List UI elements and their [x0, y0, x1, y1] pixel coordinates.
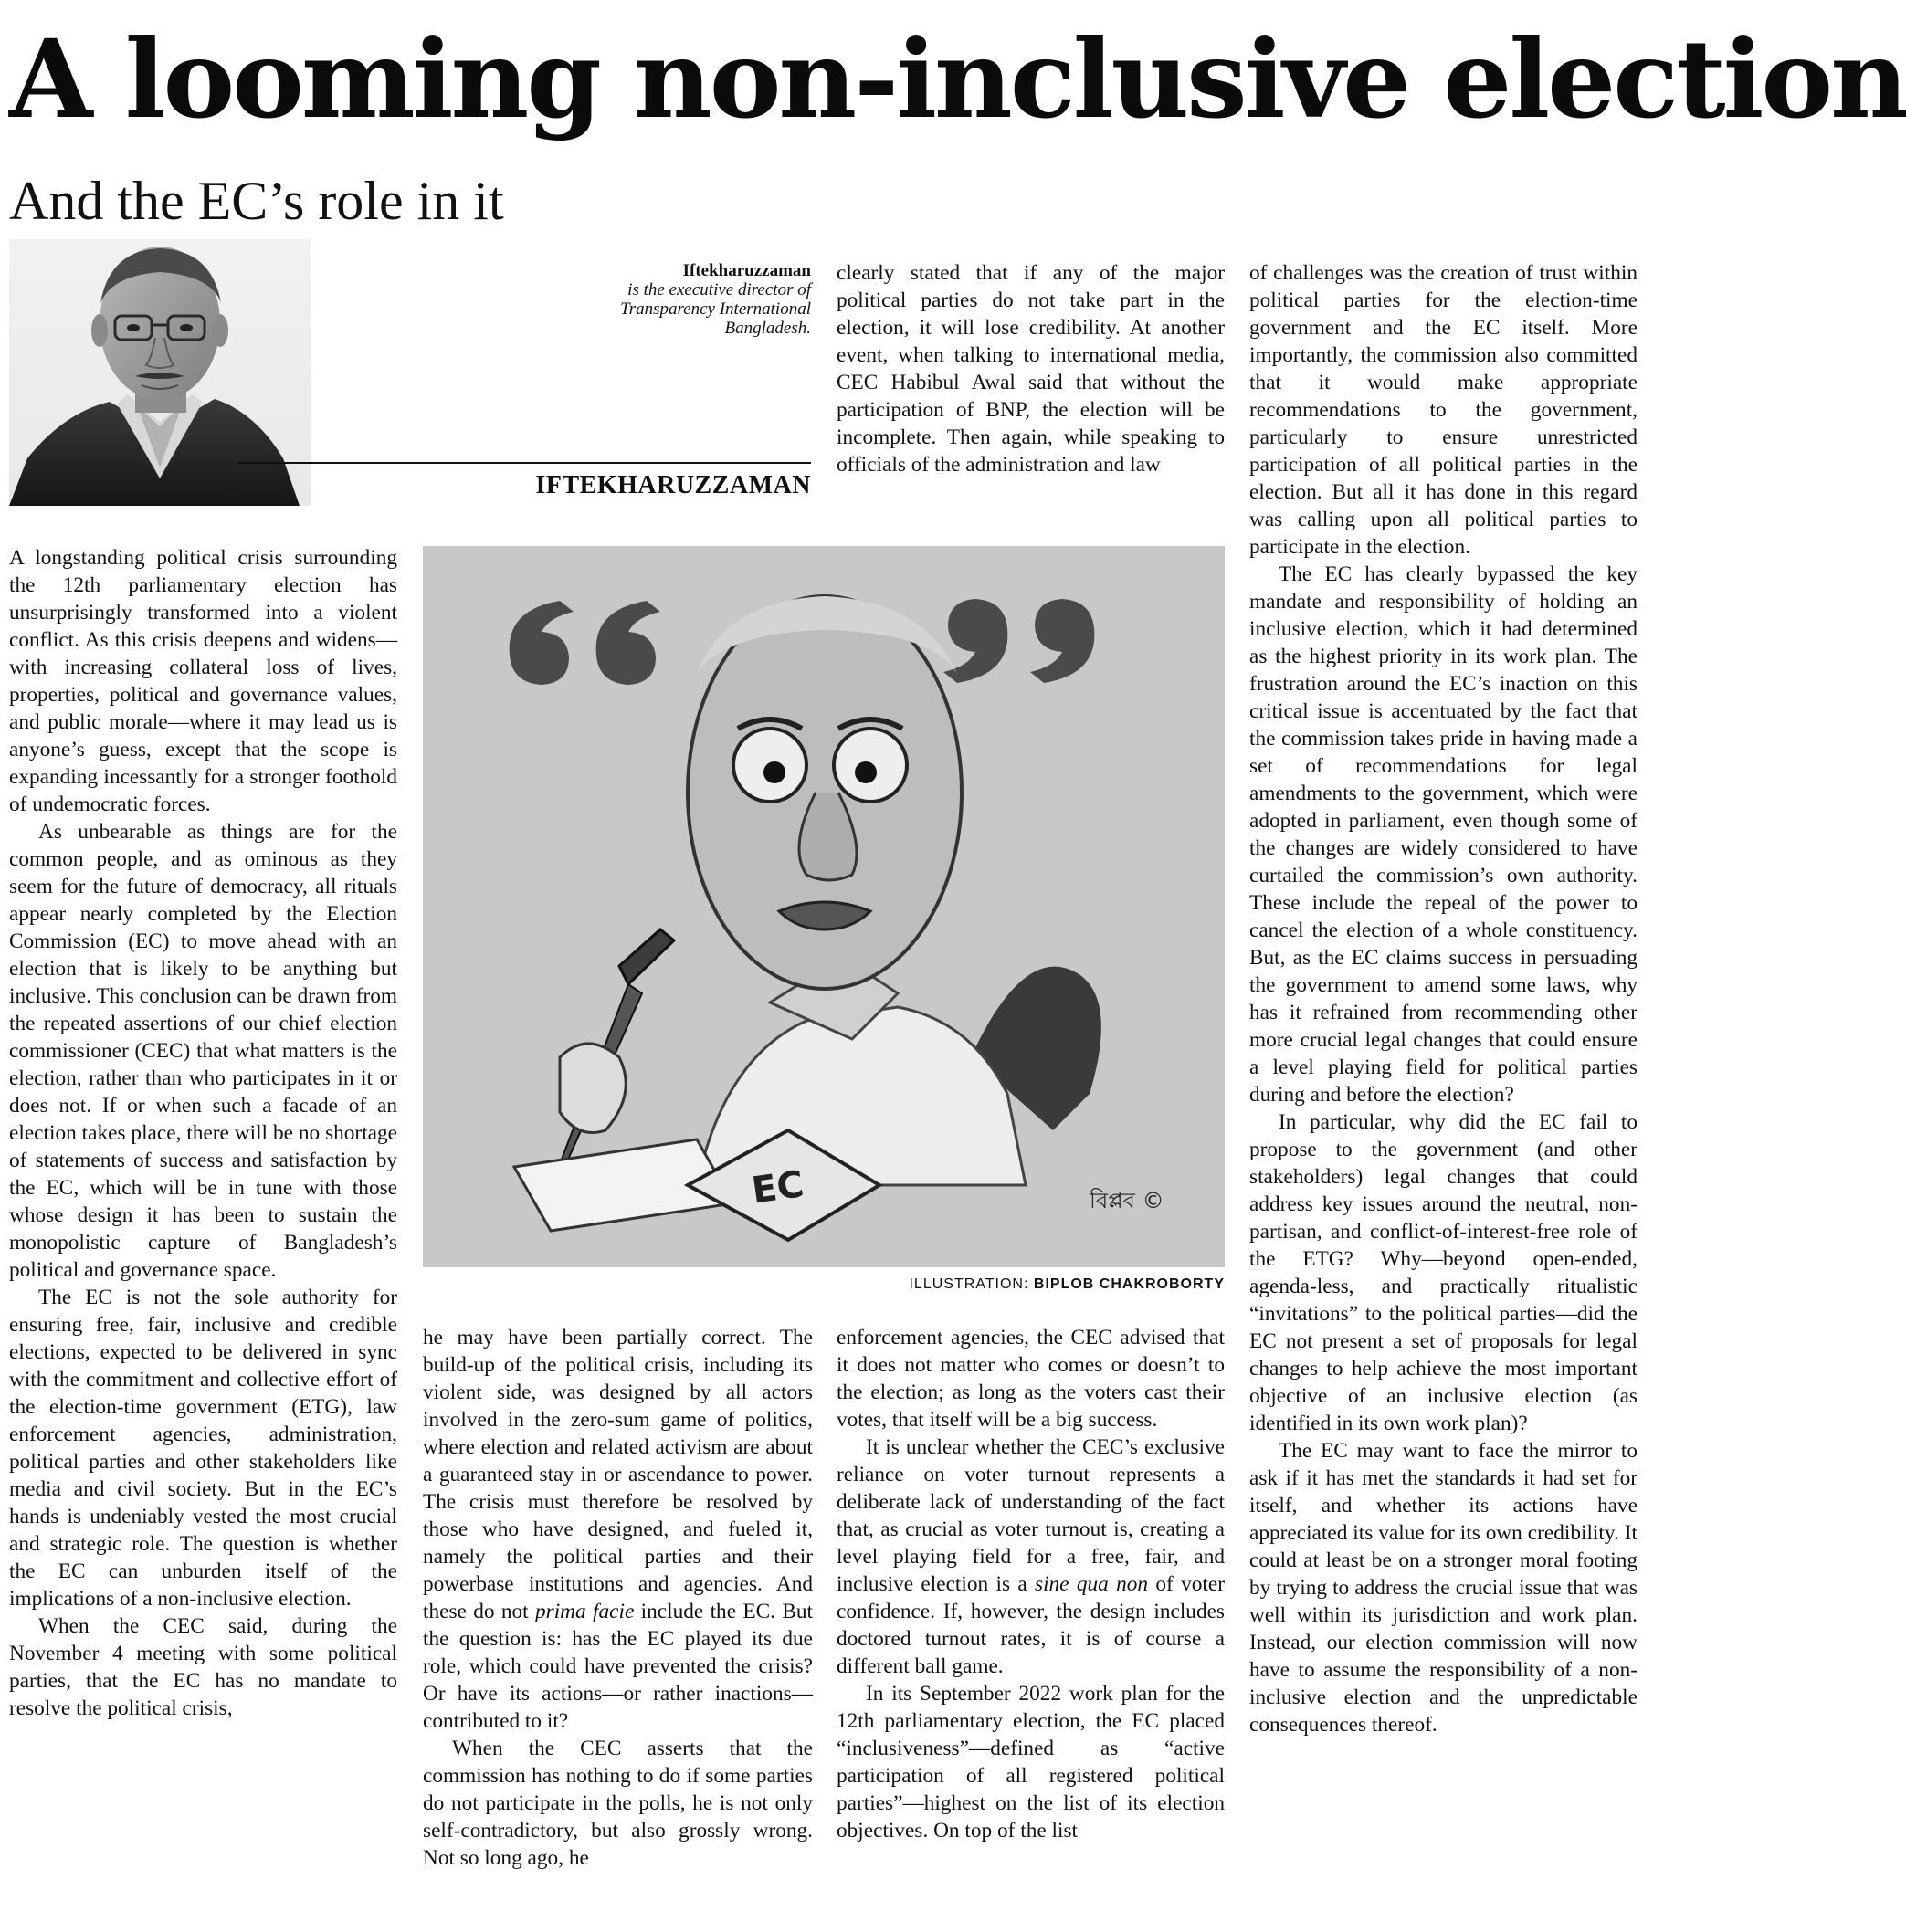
paragraph: The EC may want to face the mirror to ask if it has met the standards it had set for itself, and whether its actions have appreciated its value for its own credibility. It could at least be on a stronger moral footing by trying to address the crucial issue that was well within its jurisdiction and work plan. Instead, our election commission will now have to assume the responsibility of a non-inclusive election and the unpredictable consequences thereof.	[1249, 1439, 1637, 1737]
paragraph: of challenges was the creation of trust within political parties for the election-time government and the EC itself. More importantly, the commission also committed that it would make appropriate recommendations to the government, particularly to ensure unrestricted participation of all political parties in the election. But all it has done in this regard was calling upon all political parties to participate in the election.	[1249, 261, 1637, 559]
headline: A looming non-inclusive election	[9, 16, 1906, 142]
text-run: include the EC. But the question is: has the EC played its due role, which could have prevented the crisis? Or have its actions—or rather inactions—contributed to it?	[423, 1600, 813, 1733]
paragraph: The EC is not the sole authority for ensuring free, fair, inclusive and credible elections, expected to be delivered in sync with the commitment and collective effort of the election-time government (ETG), law enforcement agencies, administration, political parties and other stakeholders like media and civil society. But in the EC’s hands is undeniably vested the most crucial and strategic role. The question is whether the EC can unburden itself of the implications of a non-inclusive election.	[9, 1286, 397, 1611]
article-column-3-top	[837, 259, 1225, 478]
paragraph: In particular, why did the EC fail to propose to the government (and other stakeholders) legal changes that could address key issues around the neutral, non-partisan, and conflict-of-interest-free role of the ETG? Why—beyond open-ended, agenda-less, and practically ritualistic “invitations” to the political parties—did the EC not present a set of proposals for legal changes to help achieve the most important objective of an inclusive election (as identified in its own work plan)?	[1249, 1110, 1637, 1435]
article-column-3-bottom	[837, 1324, 1225, 1844]
artist-signature: বিপ্লব ©	[1090, 1188, 1164, 1213]
paragraph: The EC has clearly bypassed the key mandate and responsibility of holding an inclusive election, which it had determined as the highest priority in its work plan. The frustration around the EC’s inaction on this critical issue is accentuated by the fact that the commission takes pride in having made a set of recommendations for legal amendments to the government, which were adopted in parliament, even though some of the changes are widely considered to have curtailed the commission’s own authority. These include the repeal of the power to cancel the election of a whole constituency. But, as the EC claims success in persuading the government to amend some laws, why has it refrained from recommending other more crucial legal changes that could ensure a level playing field for political parties during and before the election?	[1249, 562, 1637, 1107]
paragraph	[837, 1433, 1225, 1680]
author-credit-name: Iftekharuzzaman	[682, 261, 811, 280]
illustration-credit-artist: BIPLOB CHAKROBORTY	[1033, 1276, 1225, 1292]
author-credit	[537, 261, 811, 338]
text-run: of voter confidence. If, however, the design includes doctored turnout rates, it is of course a different ball game.	[837, 1572, 1225, 1678]
paragraph	[423, 1324, 813, 1735]
paragraph: As unbearable as things are for the common people, and as ominous as they seem for the future of democracy, all rituals appear nearly completed by the Election Commission (EC) to move ahead with an election that is likely to be anything but inclusive. This conclusion can be drawn from the repeated assertions of our chief election commissioner (CEC) that what matters is the election, rather than who participates in it or does not. If or when such a facade of an election takes place, there will be no shortage of statements of success and satisfaction by the EC, which will be in tune with those whose design it has been to sustain the monopolistic capture of Bangladesh’s political and governance space.	[9, 820, 397, 1282]
paragraph: A longstanding political crisis surrounding the 12th parliamentary election has unsurprisingly transformed into a violent conflict. As this crisis deepens and widens—with increasing collateral loss of lives, properties, political and governance values, and public morale—where it may lead us is anyone’s guess, except that the scope is expanding incessantly for a stronger foothold of undemocratic forces.	[9, 546, 397, 816]
article-column-4	[1249, 259, 1637, 1738]
ec-nameplate-text: EC	[749, 1163, 806, 1213]
paragraph: When the CEC asserts that the commission has nothing to do if some parties do not participate in the polls, he is not only self-contradictory, but also grossly wrong. Not so long ago, he	[423, 1737, 813, 1870]
author-photo	[9, 239, 311, 506]
paragraph: When the CEC said, during the November 4 meeting with some political parties, that the EC has no mandate to resolve the political crisis,	[9, 1614, 397, 1720]
text-run: he may have been partially correct. The build-up of the political crisis, including its violent side, was designed by all actors involved in the zero-sum game of politics, where election and related activism are about a guaranteed stay in or ascendance to power. The crisis must therefore be resolved by those who have designed, and fueled it, namely the political parties and their powerbase institutions and agencies. And these do not	[423, 1326, 813, 1623]
author-credit-role: is the executive director of Transparency International Bangladesh.	[620, 280, 811, 338]
author-block	[9, 239, 811, 506]
paragraph: clearly stated that if any of the major political parties do not take part in the election, it will lose credibility. At another event, when talking to international media, CEC Habibul Awal said that without the participation of BNP, the election will be incomplete. Then again, while speaking to officials of the administration and law	[837, 261, 1225, 477]
author-name: IFTEKHARUZZAMAN	[535, 471, 811, 499]
illustration-credit	[909, 1276, 1225, 1293]
italic-phrase: sine qua non	[1035, 1572, 1149, 1596]
paragraph: In its September 2022 work plan for the 12th parliamentary election, the EC placed “inclusiveness”—defined as “active participation of all registered political parties”—highest on the list of its election objectives. On top of the list	[837, 1682, 1225, 1843]
italic-phrase: prima facie	[535, 1600, 635, 1623]
text-run: It is unclear whether the CEC’s exclusive reliance on voter turnout represents a deliberate lack of understanding of the fact that, as crucial as voter turnout is, creating a level playing field for a free, fair, and inclusive election is a	[837, 1435, 1225, 1596]
author-divider	[237, 462, 811, 464]
illustration-credit-prefix: ILLUSTRATION:	[909, 1276, 1029, 1292]
cartoon-illustration	[423, 546, 1225, 1267]
paragraph: enforcement agencies, the CEC advised that it does not matter who comes or doesn’t to the election; as long as the voters cast their votes, that itself will be a big success.	[837, 1326, 1225, 1432]
author-portrait-image	[9, 239, 311, 506]
subheadline: And the EC’s role in it	[9, 171, 504, 231]
article-column-2	[423, 1324, 813, 1872]
cec-caricature-image	[423, 546, 1225, 1267]
article-column-1	[9, 544, 397, 1722]
